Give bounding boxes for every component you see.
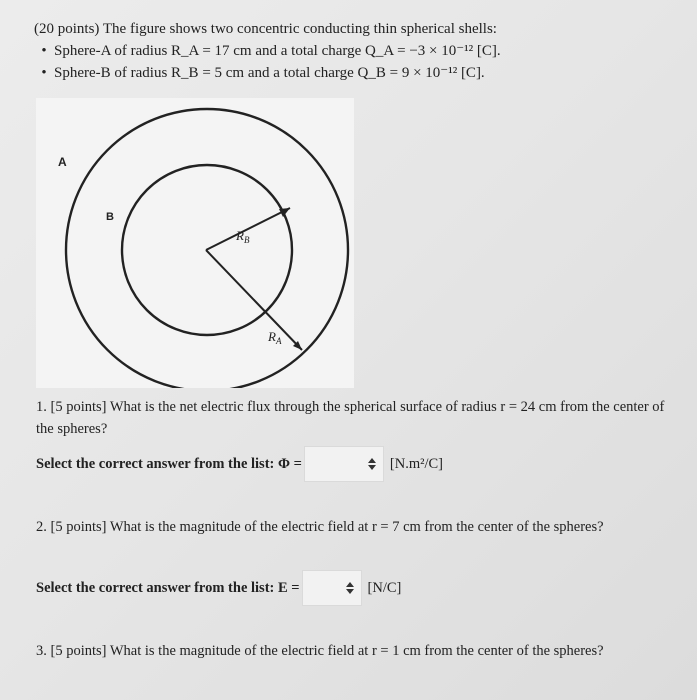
label-rb: $R_B$ bbox=[236, 228, 250, 245]
bullet-icon: • bbox=[41, 43, 47, 59]
label-a: A bbox=[58, 155, 67, 169]
concentric-spheres-figure bbox=[36, 98, 354, 388]
question-1-select-label: Select the correct answer from the list: Φ = bbox=[36, 456, 302, 472]
label-ra: $R_A$ bbox=[268, 329, 282, 346]
problem-heading: (20 points) The figure shows two concentric conducting thin spherical shells: bbox=[34, 21, 497, 37]
bullet-icon: • bbox=[41, 65, 47, 81]
bullet-sphere-b bbox=[34, 62, 674, 84]
question-2-text: 2. [5 points] What is the magnitude of the electric field at r = 7 cm from the center of the spheres? bbox=[36, 519, 604, 535]
question-2-answer-dropdown[interactable] bbox=[302, 570, 362, 606]
sphere-b-text: Sphere-B of radius R_B = 5 cm and a total charge Q_B = 9 × 10⁻¹² [C]. bbox=[54, 65, 485, 81]
question-3-text: 3. [5 points] What is the magnitude of the electric field at r = 1 cm from the center of the spheres? bbox=[36, 643, 604, 659]
question-1-unit: [N.m²/C] bbox=[389, 456, 443, 472]
figure-background bbox=[36, 98, 354, 388]
question-2-answer-row bbox=[36, 570, 666, 606]
bullet-sphere-a bbox=[34, 40, 674, 62]
question-1-text: 1. [5 points] What is the net electric flux through the spherical surface of radius r = 24 cm from the center of the spheres? bbox=[36, 399, 665, 437]
select-arrows-icon bbox=[345, 580, 355, 596]
question-2-unit: [N/C] bbox=[367, 580, 402, 596]
question-1-answer-row bbox=[36, 446, 666, 482]
label-b: B bbox=[106, 211, 114, 223]
question-2-select-label: Select the correct answer from the list: E = bbox=[36, 580, 300, 596]
question-1-answer-dropdown[interactable] bbox=[304, 446, 384, 482]
select-arrows-icon bbox=[367, 456, 377, 472]
sphere-a-text: Sphere-A of radius R_A = 17 cm and a total charge Q_A = −3 × 10⁻¹² [C]. bbox=[54, 43, 501, 59]
problem-intro bbox=[34, 18, 674, 84]
